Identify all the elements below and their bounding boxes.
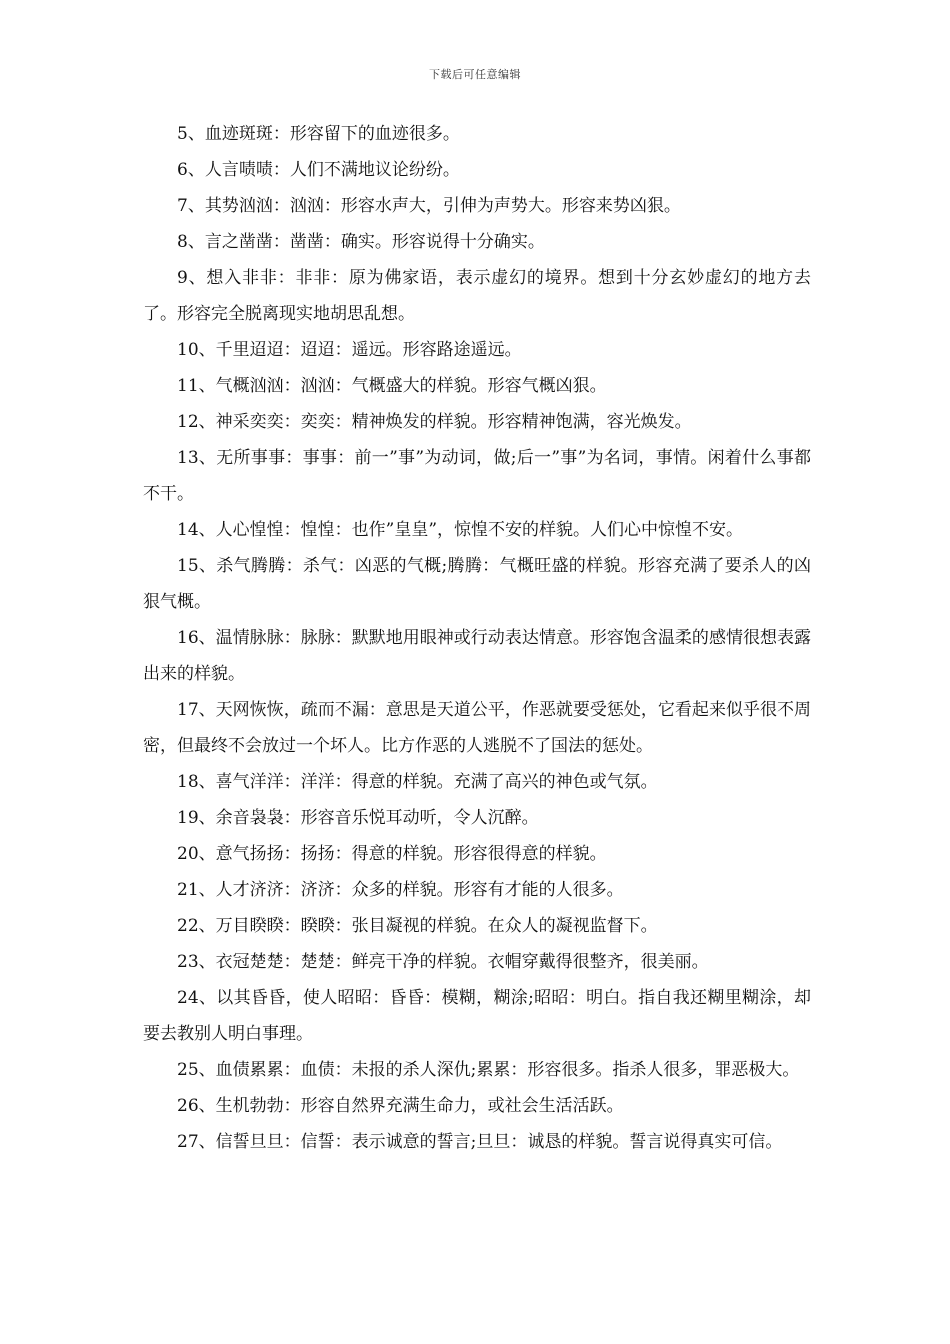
idiom-entry: 23、衣冠楚楚：楚楚：鲜亮干净的样貌。衣帽穿戴得很整齐，很美丽。: [177, 952, 709, 972]
idiom-entry: 20、意气扬扬：扬扬：得意的样貌。形容很得意的样貌。: [177, 844, 607, 864]
page-header: 下载后可任意编辑: [429, 68, 521, 81]
idiom-entry: 25、血债累累：血债：未报的杀人深仇;累累：形容很多。指杀人很多，罪恶极大。: [177, 1060, 800, 1080]
idiom-entry: 9、想入非非：非非：原为佛家语，表示虚幻的境界。想到十分玄妙虚幻的地方去了。形容完全脱离现实地胡思乱想。: [143, 268, 811, 324]
idiom-entry: 18、喜气洋洋：洋洋：得意的样貌。充满了高兴的神色或气氛。: [177, 772, 658, 792]
idiom-entry: 27、信誓旦旦：信誓：表示诚意的誓言;旦旦：诚恳的样貌。誓言说得真实可信。: [177, 1132, 783, 1152]
idiom-entry: 24、以其昏昏，使人昭昭：昏昏：模糊，糊涂;昭昭：明白。指自我还糊里糊涂，却要去教别人明白事理。: [143, 988, 811, 1044]
idiom-entry: 8、言之凿凿：凿凿：确实。形容说得十分确实。: [177, 232, 545, 252]
idiom-entry: 17、天网恢恢，疏而不漏：意思是天道公平，作恶就要受惩处，它看起来似乎很不周密，但最终不会放过一个坏人。比方作恶的人逃脱不了国法的惩处。: [143, 700, 811, 756]
idiom-entry: 5、血迹斑斑：形容留下的血迹很多。: [177, 124, 460, 144]
idiom-entry: 6、人言啧啧：人们不满地议论纷纷。: [177, 160, 460, 180]
idiom-entry: 15、杀气腾腾：杀气：凶恶的气概;腾腾：气概旺盛的样貌。形容充满了要杀人的凶狠气概。: [143, 556, 811, 612]
idiom-entry: 19、余音袅袅：形容音乐悦耳动听，令人沉醉。: [177, 808, 539, 828]
idiom-entry: 16、温情脉脉：脉脉：默默地用眼神或行动表达情意。形容饱含温柔的感情很想表露出来的样貌。: [143, 628, 811, 684]
idiom-entry: 14、人心惶惶：惶惶：也作”皇皇”，惊惶不安的样貌。人们心中惊惶不安。: [177, 520, 744, 540]
idiom-list: [143, 116, 811, 1160]
idiom-entry: 13、无所事事：事事：前一”事”为动词，做;后一”事”为名词，事情。闲着什么事都不干。: [143, 448, 811, 504]
idiom-entry: 10、千里迢迢：迢迢：遥远。形容路途遥远。: [177, 340, 522, 360]
idiom-entry: 7、其势汹汹：汹汹：形容水声大，引伸为声势大。形容来势凶狠。: [177, 196, 681, 216]
idiom-entry: 12、神采奕奕：奕奕：精神焕发的样貌。形容精神饱满，容光焕发。: [177, 412, 692, 432]
idiom-entry: 11、气概汹汹：汹汹：气概盛大的样貌。形容气概凶狠。: [177, 376, 607, 396]
idiom-entry: 26、生机勃勃：形容自然界充满生命力，或社会生活活跃。: [177, 1096, 624, 1116]
idiom-entry: 22、万目睽睽：睽睽：张目凝视的样貌。在众人的凝视监督下。: [177, 916, 658, 936]
idiom-entry: 21、人才济济：济济：众多的样貌。形容有才能的人很多。: [177, 880, 624, 900]
